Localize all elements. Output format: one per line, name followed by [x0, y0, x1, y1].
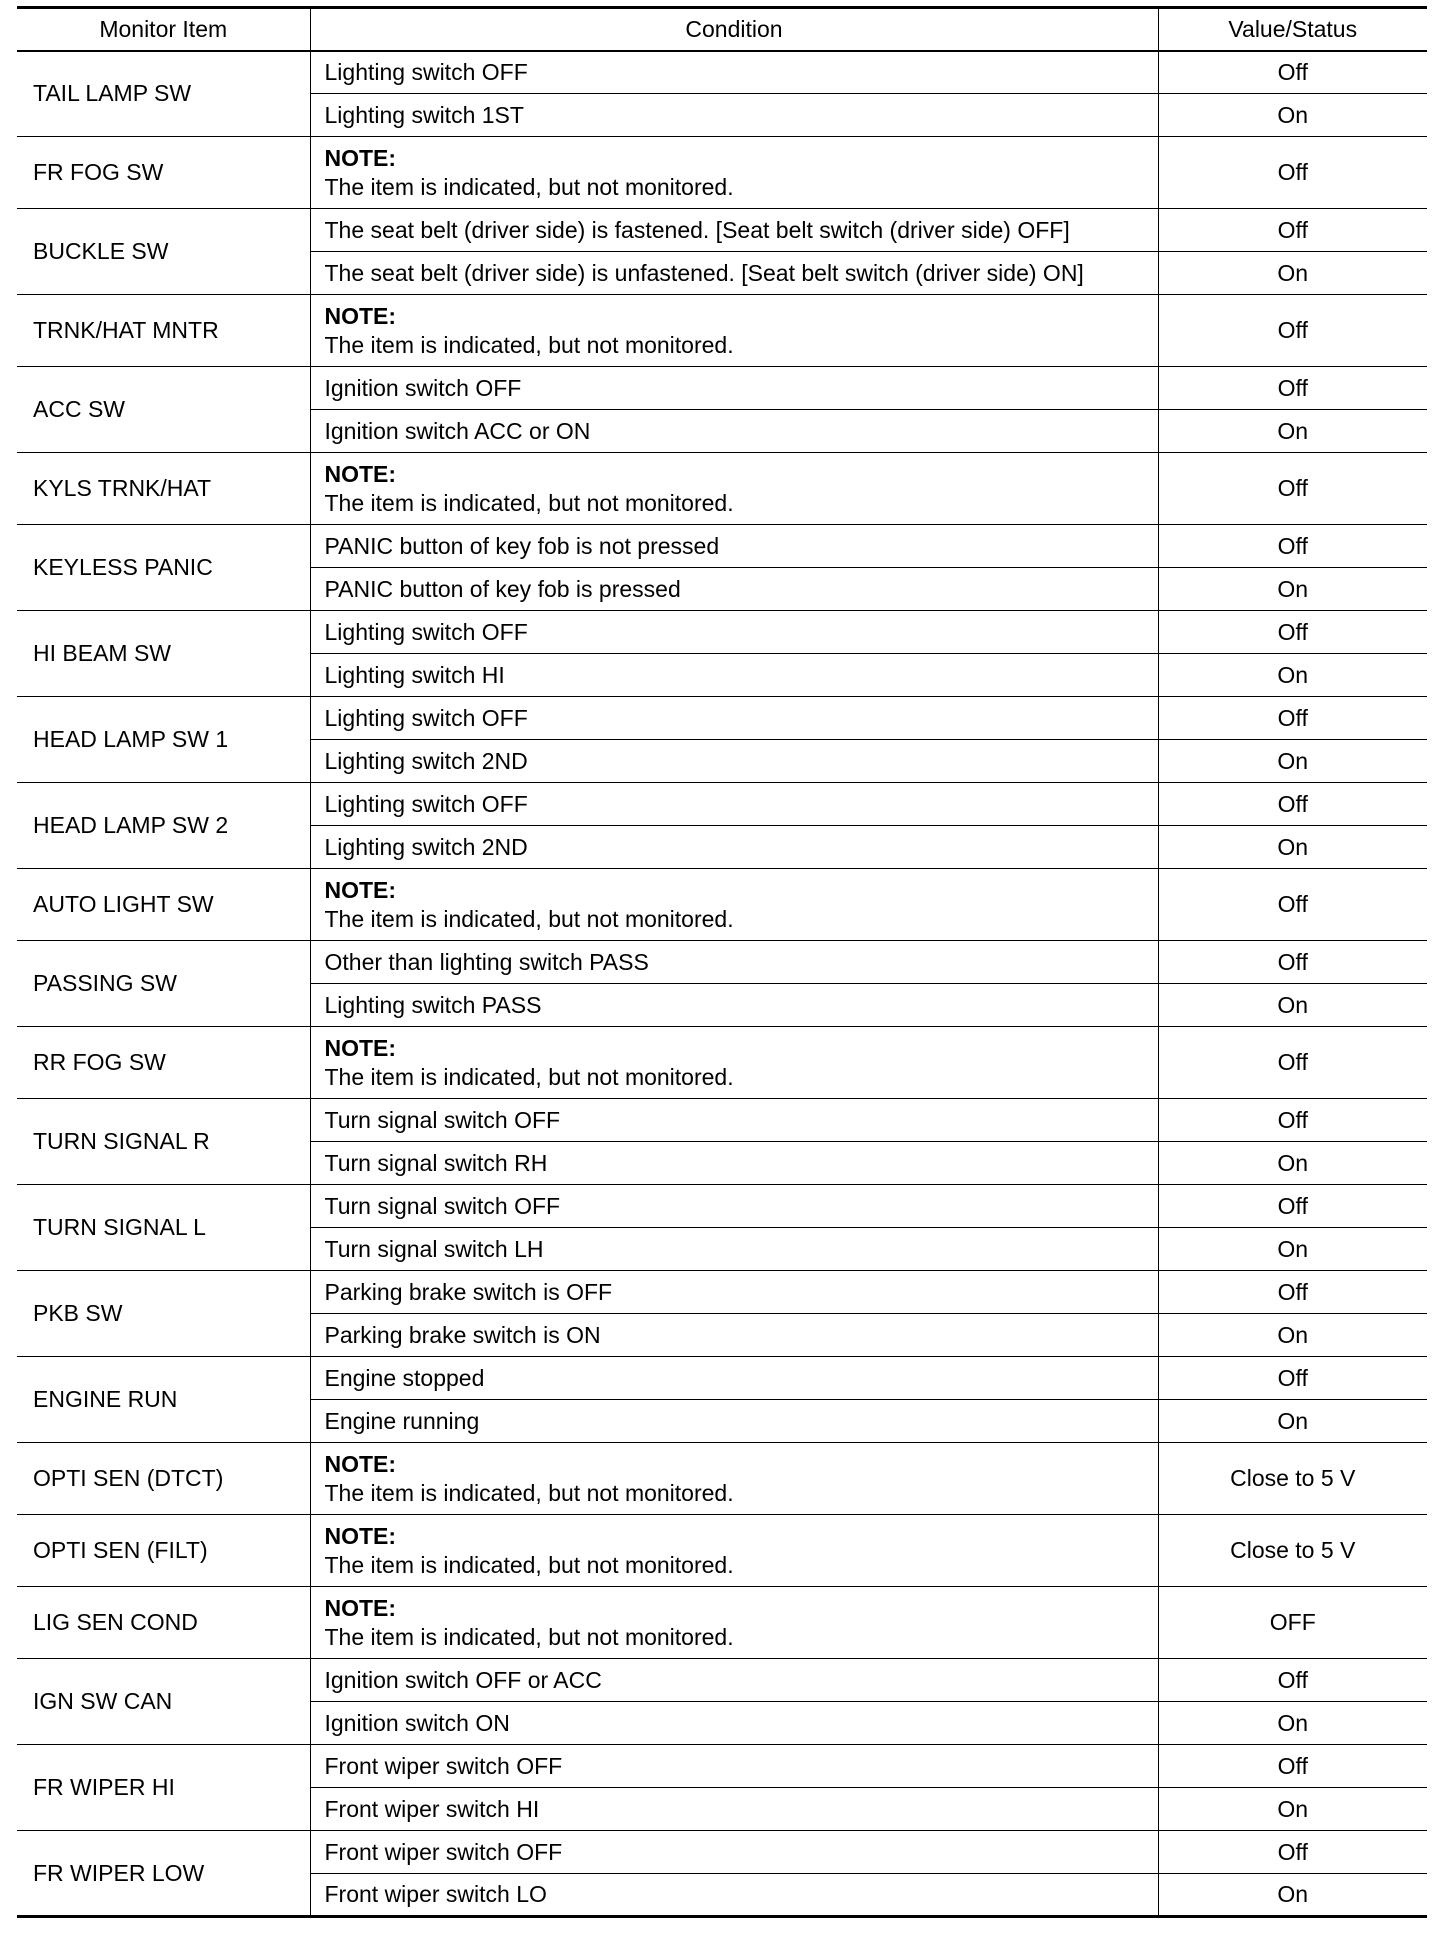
condition-cell: Ignition switch OFF or ACC	[310, 1659, 1158, 1702]
condition-cell: Lighting switch OFF	[310, 51, 1158, 94]
table-row	[17, 1099, 1427, 1142]
monitor-item-cell: IGN SW CAN	[17, 1659, 310, 1745]
condition-cell: Lighting switch 1ST	[310, 94, 1158, 137]
table-row	[17, 1587, 1427, 1659]
monitor-item-cell: ENGINE RUN	[17, 1357, 310, 1443]
condition-cell: Lighting switch OFF	[310, 783, 1158, 826]
value-status-cell: Off	[1158, 1357, 1427, 1400]
monitor-item-cell: TAIL LAMP SW	[17, 51, 310, 137]
value-status-cell: On	[1158, 94, 1427, 137]
value-status-cell: On	[1158, 740, 1427, 783]
value-status-cell: On	[1158, 1788, 1427, 1831]
table-row	[17, 697, 1427, 740]
value-status-cell: Off	[1158, 1027, 1427, 1099]
table-row	[17, 453, 1427, 525]
value-status-cell: On	[1158, 252, 1427, 295]
condition-cell: Other than lighting switch PASS	[310, 941, 1158, 984]
condition-note-cell	[310, 869, 1158, 941]
table-row	[17, 209, 1427, 252]
value-status-cell: On	[1158, 1702, 1427, 1745]
monitor-item-cell: TRNK/HAT MNTR	[17, 295, 310, 367]
header-condition: Condition	[310, 8, 1158, 51]
value-status-cell: On	[1158, 654, 1427, 697]
table-row	[17, 137, 1427, 209]
condition-cell: Lighting switch HI	[310, 654, 1158, 697]
note-text: The item is indicated, but not monitored.	[324, 1479, 734, 1506]
value-status-cell: Off	[1158, 1099, 1427, 1142]
value-status-cell: Off	[1158, 525, 1427, 568]
monitor-item-cell: LIG SEN COND	[17, 1587, 310, 1659]
monitor-item-cell: ACC SW	[17, 367, 310, 453]
condition-cell: Lighting switch 2ND	[310, 740, 1158, 783]
monitor-item-cell: BUCKLE SW	[17, 209, 310, 295]
condition-cell: Lighting switch 2ND	[310, 826, 1158, 869]
condition-cell: Turn signal switch OFF	[310, 1185, 1158, 1228]
condition-note-cell	[310, 295, 1158, 367]
value-status-cell: Off	[1158, 1659, 1427, 1702]
condition-cell: Turn signal switch LH	[310, 1228, 1158, 1271]
condition-cell: The seat belt (driver side) is unfastened. [Seat belt switch (driver side) ON]	[310, 252, 1158, 295]
monitor-item-cell: AUTO LIGHT SW	[17, 869, 310, 941]
note-label: NOTE:	[324, 302, 397, 329]
value-status-cell: Off	[1158, 137, 1427, 209]
table-row	[17, 51, 1427, 94]
table-row	[17, 783, 1427, 826]
value-status-cell: On	[1158, 1142, 1427, 1185]
condition-note-cell	[310, 1515, 1158, 1587]
value-status-cell: Off	[1158, 1831, 1427, 1874]
value-status-cell: OFF	[1158, 1587, 1427, 1659]
value-status-cell: Off	[1158, 697, 1427, 740]
monitor-item-cell: OPTI SEN (DTCT)	[17, 1443, 310, 1515]
header-row	[17, 8, 1427, 51]
condition-cell: Engine running	[310, 1400, 1158, 1443]
table-row	[17, 941, 1427, 984]
monitor-item-cell: HEAD LAMP SW 2	[17, 783, 310, 869]
note-label: NOTE:	[324, 1450, 397, 1477]
value-status-cell: On	[1158, 984, 1427, 1027]
monitor-item-cell: FR WIPER LOW	[17, 1831, 310, 1917]
condition-cell: Parking brake switch is ON	[310, 1314, 1158, 1357]
value-status-cell: Off	[1158, 367, 1427, 410]
table-row	[17, 1271, 1427, 1314]
table-row	[17, 367, 1427, 410]
note-text: The item is indicated, but not monitored.	[324, 331, 734, 358]
condition-cell: Front wiper switch LO	[310, 1874, 1158, 1917]
table-row	[17, 869, 1427, 941]
monitor-item-cell: HEAD LAMP SW 1	[17, 697, 310, 783]
value-status-cell: Close to 5 V	[1158, 1443, 1427, 1515]
condition-note-cell	[310, 453, 1158, 525]
value-status-cell: On	[1158, 1228, 1427, 1271]
value-status-cell: Off	[1158, 941, 1427, 984]
note-label: NOTE:	[324, 460, 397, 487]
condition-note-cell	[310, 1587, 1158, 1659]
value-status-cell: Off	[1158, 1271, 1427, 1314]
condition-cell: The seat belt (driver side) is fastened. [Seat belt switch (driver side) OFF]	[310, 209, 1158, 252]
value-status-cell: On	[1158, 1400, 1427, 1443]
monitor-item-cell: KYLS TRNK/HAT	[17, 453, 310, 525]
table-row	[17, 1357, 1427, 1400]
note-label: NOTE:	[324, 144, 397, 171]
value-status-cell: On	[1158, 410, 1427, 453]
table-row	[17, 525, 1427, 568]
condition-cell: Turn signal switch RH	[310, 1142, 1158, 1185]
note-label: NOTE:	[324, 1522, 397, 1549]
table-row	[17, 1185, 1427, 1228]
monitor-item-table	[17, 6, 1427, 1918]
condition-cell: Lighting switch PASS	[310, 984, 1158, 1027]
note-text: The item is indicated, but not monitored.	[324, 1063, 734, 1090]
condition-note-cell	[310, 1027, 1158, 1099]
condition-cell: PANIC button of key fob is not pressed	[310, 525, 1158, 568]
table-row	[17, 295, 1427, 367]
monitor-item-cell: KEYLESS PANIC	[17, 525, 310, 611]
table-row	[17, 1745, 1427, 1788]
header-value-status: Value/Status	[1158, 8, 1427, 51]
value-status-cell: Off	[1158, 1745, 1427, 1788]
table-body	[17, 51, 1427, 1917]
condition-cell: Ignition switch ON	[310, 1702, 1158, 1745]
condition-cell: Lighting switch OFF	[310, 611, 1158, 654]
condition-note-cell	[310, 1443, 1158, 1515]
note-text: The item is indicated, but not monitored.	[324, 489, 734, 516]
value-status-cell: Off	[1158, 295, 1427, 367]
value-status-cell: Off	[1158, 51, 1427, 94]
value-status-cell: Off	[1158, 611, 1427, 654]
condition-cell: Lighting switch OFF	[310, 697, 1158, 740]
value-status-cell: On	[1158, 1874, 1427, 1917]
condition-cell: Front wiper switch HI	[310, 1788, 1158, 1831]
table-row	[17, 1659, 1427, 1702]
table-header	[17, 8, 1427, 51]
condition-cell: Turn signal switch OFF	[310, 1099, 1158, 1142]
value-status-cell: Off	[1158, 209, 1427, 252]
note-label: NOTE:	[324, 1594, 397, 1621]
value-status-cell: Off	[1158, 1185, 1427, 1228]
table-row	[17, 1443, 1427, 1515]
note-text: The item is indicated, but not monitored.	[324, 905, 734, 932]
monitor-item-cell: OPTI SEN (FILT)	[17, 1515, 310, 1587]
value-status-cell: On	[1158, 568, 1427, 611]
monitor-item-cell: FR FOG SW	[17, 137, 310, 209]
condition-cell: Parking brake switch is OFF	[310, 1271, 1158, 1314]
monitor-item-cell: HI BEAM SW	[17, 611, 310, 697]
monitor-item-cell: TURN SIGNAL R	[17, 1099, 310, 1185]
table-row	[17, 1027, 1427, 1099]
monitor-item-cell: TURN SIGNAL L	[17, 1185, 310, 1271]
note-label: NOTE:	[324, 876, 397, 903]
condition-cell: Front wiper switch OFF	[310, 1745, 1158, 1788]
condition-cell: Ignition switch ACC or ON	[310, 410, 1158, 453]
condition-note-cell	[310, 137, 1158, 209]
table-row	[17, 611, 1427, 654]
condition-cell: Ignition switch OFF	[310, 367, 1158, 410]
condition-cell: Front wiper switch OFF	[310, 1831, 1158, 1874]
table-row	[17, 1831, 1427, 1874]
condition-cell: PANIC button of key fob is pressed	[310, 568, 1158, 611]
note-text: The item is indicated, but not monitored.	[324, 1551, 734, 1578]
monitor-item-cell: PKB SW	[17, 1271, 310, 1357]
note-text: The item is indicated, but not monitored.	[324, 173, 734, 200]
note-label: NOTE:	[324, 1034, 397, 1061]
monitor-item-cell: PASSING SW	[17, 941, 310, 1027]
monitor-item-cell: FR WIPER HI	[17, 1745, 310, 1831]
header-monitor-item: Monitor Item	[17, 8, 310, 51]
value-status-cell: On	[1158, 1314, 1427, 1357]
note-text: The item is indicated, but not monitored.	[324, 1623, 734, 1650]
value-status-cell: On	[1158, 826, 1427, 869]
table-row	[17, 1515, 1427, 1587]
value-status-cell: Off	[1158, 869, 1427, 941]
value-status-cell: Off	[1158, 783, 1427, 826]
monitor-item-cell: RR FOG SW	[17, 1027, 310, 1099]
value-status-cell: Off	[1158, 453, 1427, 525]
value-status-cell: Close to 5 V	[1158, 1515, 1427, 1587]
condition-cell: Engine stopped	[310, 1357, 1158, 1400]
